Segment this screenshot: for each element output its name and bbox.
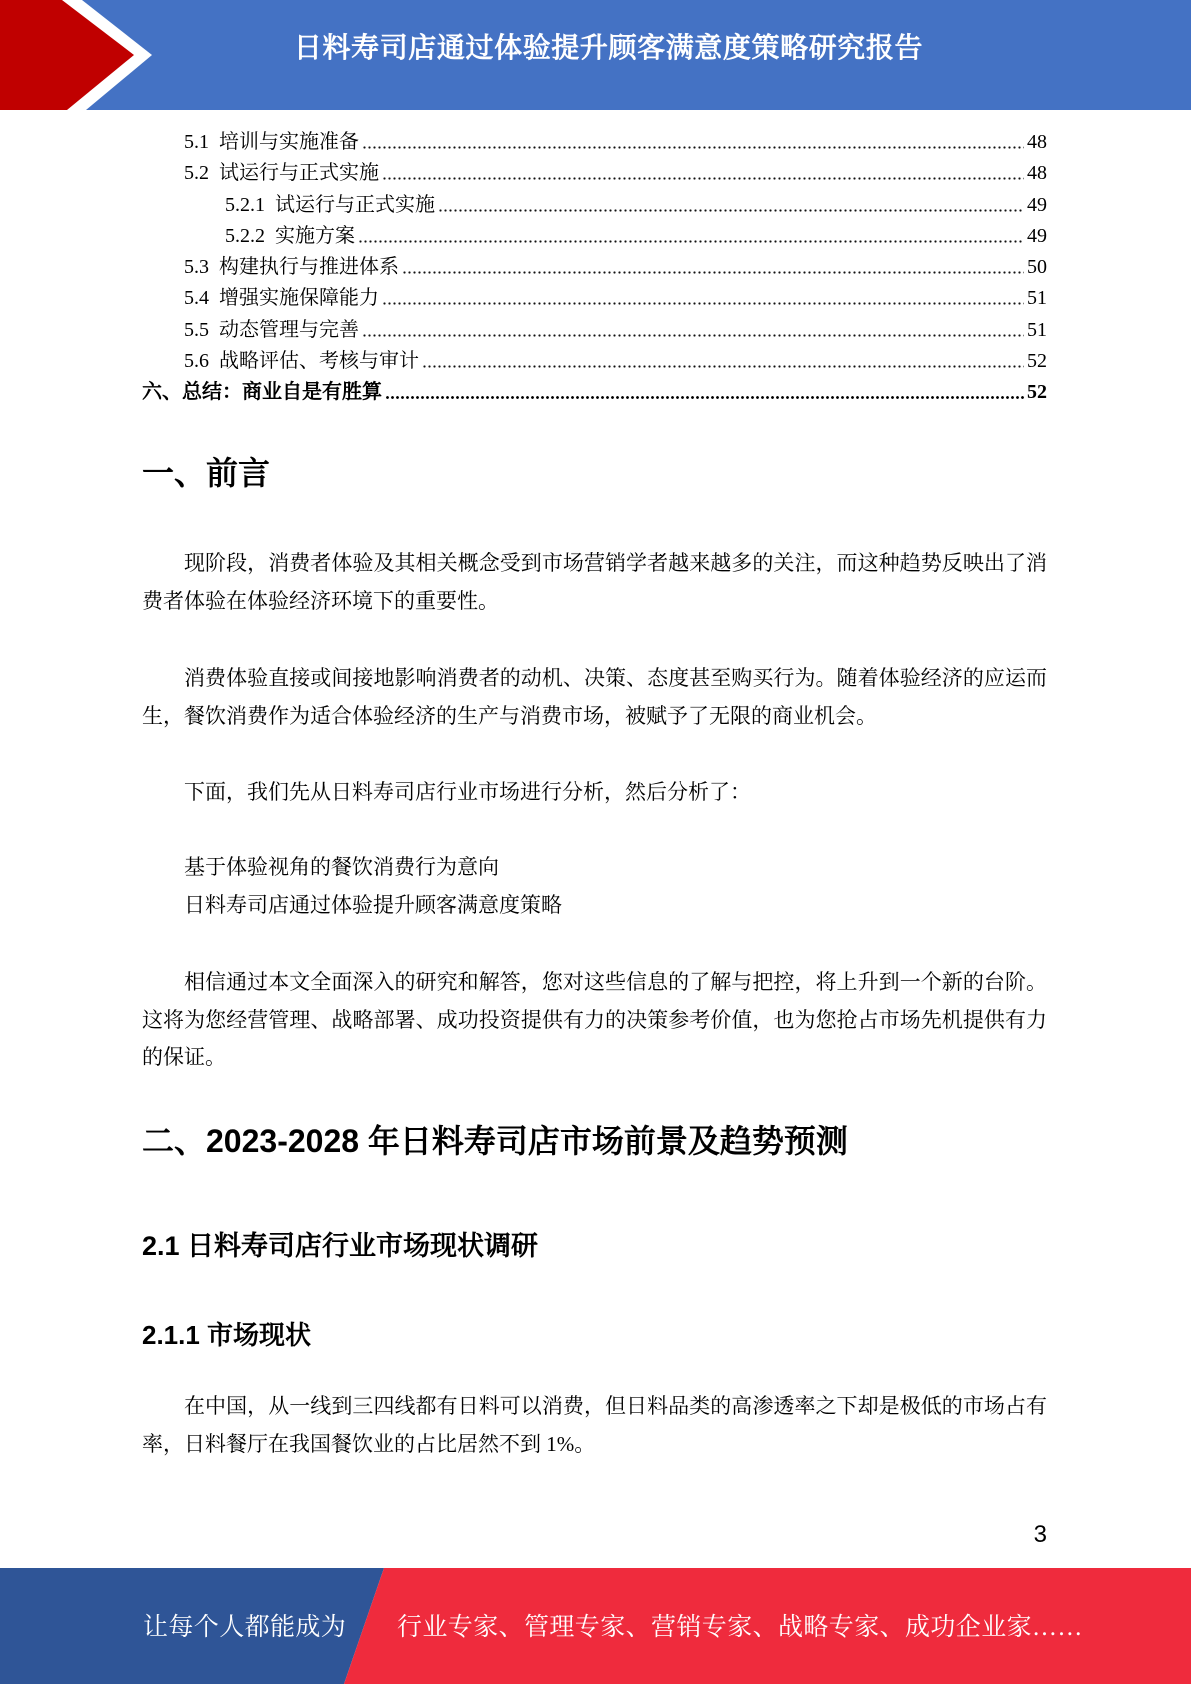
toc-entry-5-2[interactable] <box>142 158 1047 189</box>
body-paragraph: 消费体验直接或间接地影响消费者的动机、决策、态度甚至购买行为。随着体验经济的应运而生，餐饮消费作为适合体验经济的生产与消费市场，被赋予了无限的商业机会。 <box>142 666 1047 728</box>
body-paragraph: 下面，我们先从日料寿司店行业市场进行分析，然后分析了： <box>184 780 751 804</box>
body-paragraph: 现阶段，消费者体验及其相关概念受到市场营销学者越来越多的关注，而这种趋势反映出了消费者体验在体验经济环境下的重要性。 <box>142 551 1047 613</box>
toc-entry-number: 5.4 <box>184 287 209 310</box>
toc-entry-number: 5.6 <box>184 349 209 372</box>
section-heading-2-1: 2.1 日料寿司店行业市场现状调研 <box>142 1231 539 1261</box>
toc-dot-leader <box>402 270 1024 275</box>
toc-entry-5-3[interactable] <box>142 252 1047 283</box>
toc-dot-leader <box>385 395 1024 400</box>
body-paragraph: 在中国，从一线到三四线都有日料可以消费，但日料品类的高渗透率之下却是极低的市场占有率，日料餐厅在我国餐饮业的占比居然不到 1%。 <box>142 1394 1047 1456</box>
toc-entry-title: 实施方案 <box>275 224 355 247</box>
page-number: 3 <box>1033 1521 1047 1548</box>
toc-entry-page: 49 <box>1027 193 1047 216</box>
footer-slogan-lead: 让每个人都能成为 <box>143 1614 347 1641</box>
toc-entry-5-6[interactable] <box>142 346 1047 377</box>
toc-entry-title: 六、总结：商业自是有胜算 <box>142 381 382 403</box>
report-title: 日料寿司店通过体验提升顾客满意度策略研究报告 <box>293 32 924 63</box>
toc-entry-page: 50 <box>1027 256 1047 278</box>
toc-entry-5-4[interactable] <box>142 283 1047 314</box>
toc-entry-title: 培训与实施准备 <box>219 131 359 153</box>
table-of-contents <box>142 127 1047 408</box>
toc-entry-page: 51 <box>1027 287 1047 310</box>
page-footer <box>0 1568 1191 1684</box>
list-item: 基于体验视角的餐饮消费行为意向 <box>184 855 499 879</box>
toc-entry-title: 构建执行与推进体系 <box>219 256 399 278</box>
toc-entry-title: 试运行与正式实施 <box>275 193 435 216</box>
toc-entry-title: 动态管理与完善 <box>219 318 359 341</box>
toc-entry-title: 战略评估、考核与审计 <box>219 349 419 372</box>
toc-entry-5-1[interactable] <box>142 127 1047 158</box>
toc-entry-title: 试运行与正式实施 <box>219 162 379 185</box>
body-paragraph: 相信通过本文全面深入的研究和解答，您对这些信息的了解与把控，将上升到一个新的台阶。这将为您经营管理、战略部署、成功投资提供有力的决策参考价值，也为您抢占市场先机提供有力的保证。 <box>142 970 1047 1069</box>
toc-dot-leader <box>362 145 1024 150</box>
toc-entry-5-2-1[interactable] <box>142 190 1047 221</box>
toc-dot-leader <box>382 176 1024 181</box>
toc-entry-page: 48 <box>1027 131 1047 153</box>
toc-entry-number: 5.2.2 <box>225 224 265 247</box>
toc-entry-number: 5.5 <box>184 318 209 341</box>
toc-entry-chapter-6[interactable] <box>142 377 1047 408</box>
subsection-heading-2-1-1: 2.1.1 市场现状 <box>142 1320 312 1350</box>
chapter-heading-preface: 一、前言 <box>142 455 271 491</box>
toc-entry-number: 5.2.1 <box>225 193 265 216</box>
toc-entry-page: 49 <box>1027 224 1047 247</box>
toc-dot-leader <box>382 301 1024 306</box>
page-header <box>0 0 1191 110</box>
toc-entry-number: 5.2 <box>184 162 209 185</box>
toc-dot-leader <box>362 333 1024 338</box>
toc-dot-leader <box>358 239 1024 244</box>
toc-entry-5-2-2[interactable] <box>142 221 1047 252</box>
toc-entry-page: 48 <box>1027 162 1047 185</box>
toc-dot-leader <box>438 208 1024 213</box>
toc-entry-page: 52 <box>1027 381 1047 403</box>
toc-entry-page: 51 <box>1027 318 1047 341</box>
toc-entry-page: 52 <box>1027 349 1047 372</box>
focus-list <box>142 849 1047 924</box>
toc-entry-title: 增强实施保障能力 <box>219 287 379 310</box>
toc-entry-5-5[interactable] <box>142 315 1047 346</box>
toc-entry-number: 5.1 <box>184 131 209 153</box>
toc-dot-leader <box>422 364 1024 369</box>
list-item: 日料寿司店通过体验提升顾客满意度策略 <box>184 892 562 917</box>
toc-entry-number: 5.3 <box>184 256 209 278</box>
footer-slogan-roles: 行业专家、管理专家、营销专家、战略专家、成功企业家…… <box>397 1614 1083 1641</box>
chapter-heading-2: 二、2023-2028 年日料寿司店市场前景及趋势预测 <box>142 1123 848 1159</box>
